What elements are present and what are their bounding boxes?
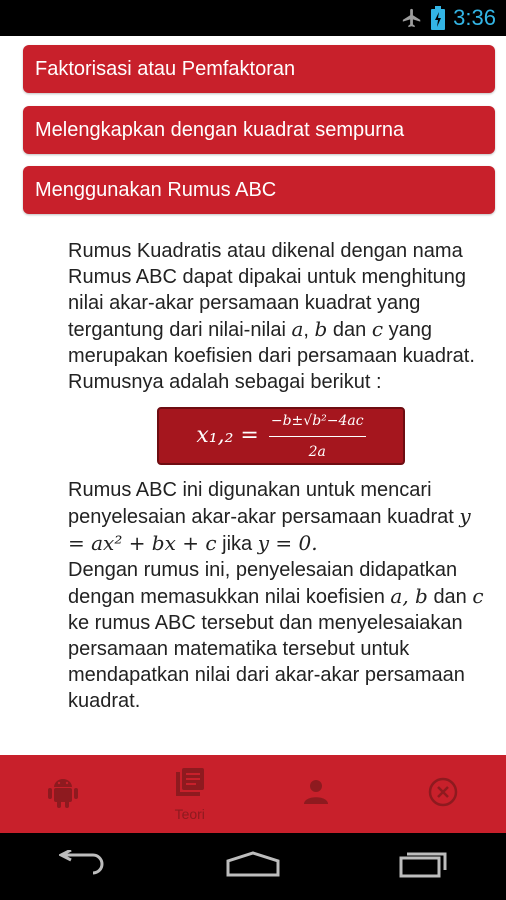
accordion-kuadrat-sempurna-button[interactable]: Melengkapkan dengan kuadrat sempurna: [23, 106, 495, 154]
close-circle-icon: [428, 777, 458, 812]
nav-label-teori: Teori: [174, 805, 205, 822]
accordion-rumus-abc-button[interactable]: Menggunakan Rumus ABC: [23, 166, 495, 214]
battery-icon: [431, 6, 445, 30]
paragraph-rumus-label: Rumusnya adalah sebagai berikut :: [68, 371, 382, 393]
nav-item-android[interactable]: [0, 755, 127, 833]
person-icon: [303, 779, 329, 810]
paragraph-usage: Rumus ABC ini digunakan untuk mencari penyelesaian akar-akar persamaan kuadrat y = ax² + bx + c jika y = 0.: [68, 479, 471, 555]
quadratic-formula-box: [157, 407, 405, 465]
formula-lhs: x₁,₂ =: [196, 423, 259, 448]
bottom-navigation: [0, 755, 506, 833]
airplane-icon: [401, 7, 423, 29]
home-icon[interactable]: [226, 851, 280, 882]
accordion-faktorisasi-button[interactable]: Faktorisasi atau Pemfaktoran: [23, 45, 495, 93]
formula-denominator: 2a: [308, 443, 326, 460]
paragraph-method: Dengan rumus ini, penyelesaian didapatkan dengan memasukkan nilai koefisien a, b dan c ke rumus ABC tersebut dan menyelesaiakan persamaan matematika tersebut untuk mendapatkan nilai dari akar-akar persamaan kuadrat.: [68, 559, 484, 712]
android-icon: [48, 776, 78, 813]
status-bar: [0, 0, 506, 36]
formula-numerator: −b±√b²−4ac: [269, 408, 366, 437]
status-time: 3:36: [453, 5, 496, 30]
recents-icon[interactable]: [399, 850, 447, 883]
theory-content: [68, 238, 490, 714]
nav-item-exit[interactable]: [380, 755, 506, 833]
paragraph-intro: Rumus Kuadratis atau dikenal dengan nama Rumus ABC dapat dipakai untuk menghitung nilai akar-akar persamaan kuadrat yang tergantung dari nilai-nilai a, b dan c yang merupakan koefisien dari persamaan kuadrat.: [68, 240, 475, 367]
nav-item-profile[interactable]: [253, 755, 380, 833]
system-navigation-bar: [0, 833, 506, 900]
nav-item-teori[interactable]: [127, 755, 254, 833]
back-icon[interactable]: [59, 850, 107, 883]
book-icon: [175, 767, 205, 802]
formula-fraction: [269, 408, 366, 465]
